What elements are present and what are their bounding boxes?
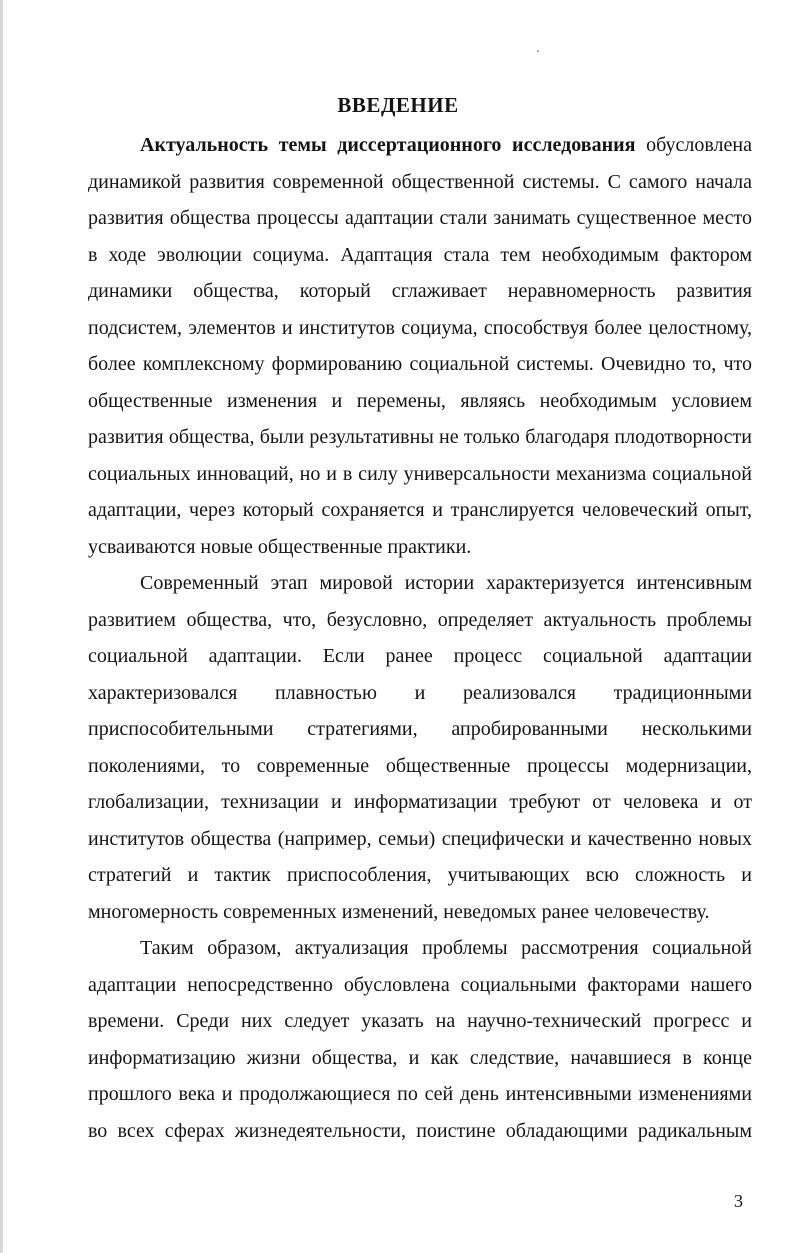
paragraph-line: усваиваются новые общественные практики. — [88, 536, 472, 558]
paragraph-line: социальных инноваций, но и в силу универсальности механизма социальной — [88, 463, 752, 485]
bold-term: Актуальность темы диссертационного исследования — [140, 134, 636, 156]
paragraph-line: развития общества процессы адаптации стали занимать существенное место — [88, 207, 752, 229]
paragraph-line: глобализации, технизации и информатизации требуют от человека и от — [88, 791, 752, 813]
paragraph-line: времени. Среди них следует указать на научно-технический прогресс и — [88, 1010, 752, 1032]
paragraph-line: во всех сферах жизнедеятельности, поистине обладающими радикальным — [88, 1120, 752, 1142]
scan-speck — [537, 50, 539, 52]
scan-edge — [0, 0, 3, 1253]
paragraph-line: динамикой развития современной общественной системы. С самого начала — [88, 171, 752, 193]
paragraph-line: прошлого века и продолжающиеся по сей день интенсивными изменениями — [88, 1083, 752, 1105]
section-title: ВВЕДЕНИЕ — [337, 93, 459, 117]
paragraph-line: многомерность современных изменений, неведомых ранее человечеству. — [88, 901, 710, 923]
paragraph-line: развития общества, были результативны не только благодаря плодотворности — [88, 426, 752, 448]
paragraph-line: в ходе эволюции социума. Адаптация стала тем необходимым фактором — [88, 244, 752, 266]
line-text: обусловлена — [635, 134, 752, 156]
paragraph-line: информатизацию жизни общества, и как следствие, начавшиеся в конце — [88, 1047, 752, 1069]
page-number: 3 — [734, 1191, 743, 1211]
paragraph-line: подсистем, элементов и институтов социума, способствуя более целостному, — [88, 317, 752, 339]
paragraph-line: институтов общества (например, семьи) специфически и качественно новых — [88, 828, 752, 850]
paragraph-line: динамики общества, который сглаживает неравномерность развития — [88, 280, 752, 302]
paragraph-line: Современный этап мировой истории характеризуется интенсивным — [140, 572, 752, 594]
paragraph-line: поколениями, то современные общественные процессы модернизации, — [88, 755, 752, 777]
paragraph-line: адаптации, через который сохраняется и транслируется человеческий опыт, — [88, 499, 752, 521]
paragraph-line: Таким образом, актуализация проблемы рассмотрения социальной — [140, 937, 752, 959]
paragraph-line: общественные изменения и перемены, являясь необходимым условием — [88, 390, 752, 412]
paragraph-line: приспособительными стратегиями, апробированными несколькими — [88, 718, 752, 740]
paragraph-line: развитием общества, что, безусловно, определяет актуальность проблемы — [88, 609, 752, 631]
paragraph-line: стратегий и тактик приспособления, учитывающих всю сложность и — [88, 864, 752, 886]
paragraph-line — [140, 133, 752, 157]
paragraph-line: адаптации непосредственно обусловлена социальными факторами нашего — [88, 974, 752, 996]
paragraph-line: более комплексному формированию социальной системы. Очевидно то, что — [88, 353, 752, 375]
paragraph-line: характеризовался плавностью и реализовался традиционными — [88, 682, 752, 704]
paragraph-line: социальной адаптации. Если ранее процесс социальной адаптации — [88, 645, 752, 667]
